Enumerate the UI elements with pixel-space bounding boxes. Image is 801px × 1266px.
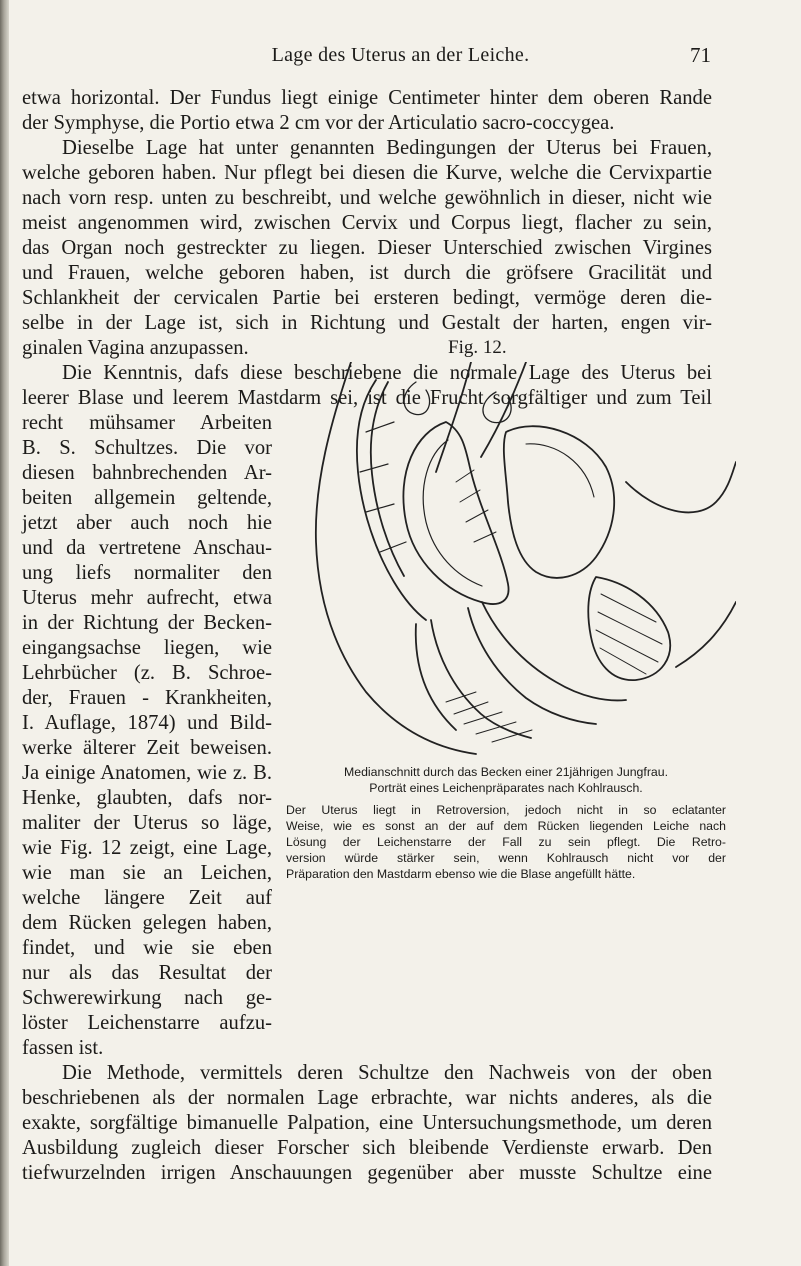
text-line: Dieselbe Lage hat unter genannten Bedingungen der Uterus bei Frauen, [62, 137, 712, 159]
text-line: beschriebenen als der normalen Lage erbrachte, war nichts anderes, als die [22, 1087, 712, 1109]
text-line: maliter der Uterus so läge, [22, 812, 272, 834]
text-line: wie man sie an Leichen, [22, 862, 272, 884]
text-line: exakte, sorgfältige bimanuelle Palpation, eine Untersuchungsmethode, um deren [22, 1112, 712, 1134]
text-line: etwa horizontal. Der Fundus liegt einige Centimeter hinter dem oberen Rande [22, 87, 712, 109]
text-line: Uterus mehr aufrecht, etwa [22, 587, 272, 609]
text-line: das Organ noch gestreckter zu liegen. Dieser Unterschied zwischen Virgines [22, 237, 712, 259]
text-line: selbe in der Lage ist, sich in Richtung und Gestalt der harten, engen vir- [22, 312, 712, 334]
text-line: und da vertretene Anschau- [22, 537, 272, 559]
text-line: ung liefs normaliter den [22, 562, 272, 584]
text-line: nur als das Resultat der [22, 962, 272, 984]
text-line: nach vorn resp. unten zu beschreibt, und welche gewöhnlich in dieser, nicht wie [22, 187, 712, 209]
text-line: löster Leichenstarre aufzu- [22, 1012, 272, 1034]
text-line: wie Fig. 12 zeigt, eine Lage, [22, 837, 272, 859]
figure-caption-line: Der Uterus liegt in Retroversion, jedoch nicht in so eclatanter [286, 803, 726, 817]
text-line: und Frauen, welche geboren haben, ist durch die gröfsere Gracilität und [22, 262, 712, 284]
text-line: Ja einige Anatomen, wie z. B. [22, 762, 272, 784]
figure-label: Fig. 12. [448, 337, 507, 358]
text-line: Lehrbücher (z. B. Schroe- [22, 662, 272, 684]
text-line: beiten allgemein geltende, [22, 487, 272, 509]
text-line: dem Rücken gelegen haben, [22, 912, 272, 934]
pelvis-median-section-illustration [296, 362, 736, 757]
text-line: Schwerewirkung nach ge- [22, 987, 272, 1009]
text-line: eingangsachse liegen, wie [22, 637, 272, 659]
running-head: Lage des Uterus an der Leiche. [271, 44, 530, 66]
text-line: Die Kenntnis, dafs diese beschriebene die normale Lage des Uterus bei [62, 362, 712, 384]
text-line: fassen ist. [22, 1037, 104, 1059]
text-line: der, Frauen - Krankheiten, [22, 687, 272, 709]
text-line: welche geboren haben. Nur pflegt bei diesen die Kurve, welche die Cervixpartie [22, 162, 712, 184]
book-binding-edge [0, 0, 9, 1266]
text-line: jetzt aber auch noch hie [22, 512, 272, 534]
text-line: Schlankheit der cervicalen Partie bei ersteren bedingt, vermöge deren die- [22, 287, 712, 309]
figure-caption-line: Lösung der Leichenstarre der Fall zu sein pflegt. Die Retro- [286, 835, 726, 849]
figure-caption-title: Porträt eines Leichenpräparates nach Kohlrausch. [369, 781, 643, 795]
text-line: diesen bahnbrechenden Ar- [22, 462, 272, 484]
text-line: ginalen Vagina anzupassen. [22, 337, 249, 359]
figure-caption-line: version würde stärker sein, wenn Kohlrausch nicht vor der [286, 851, 726, 865]
page-number: 71 [690, 43, 711, 67]
text-line: recht mühsamer Arbeiten [22, 412, 272, 434]
text-line: findet, und wie sie eben [22, 937, 272, 959]
figure-caption-title: Medianschnitt durch das Becken einer 21jährigen Jungfrau. [343, 765, 669, 779]
text-line: der Symphyse, die Portio etwa 2 cm vor der Articulatio sacro-coccygea. [22, 112, 615, 134]
figure-caption-line: Präparation den Mastdarm ebenso wie die Blase angefüllt hätte. [286, 867, 636, 881]
text-line: Ausbildung zugleich dieser Forscher sich bleibende Verdienste erwarb. Den [22, 1137, 712, 1159]
text-line: meist angenommen wird, zwischen Cervix und Corpus liegt, flacher zu sein, [22, 212, 712, 234]
text-line: welche längere Zeit auf [22, 887, 272, 909]
text-line: Henke, glaubten, dafs nor- [22, 787, 272, 809]
text-line: B. S. Schultzes. Die vor [22, 437, 272, 459]
text-line: tiefwurzelnden irrigen Anschauungen gegenüber aber musste Schultze eine [22, 1162, 712, 1184]
text-line: werke älterer Zeit beweisen. [22, 737, 272, 759]
text-line: I. Auflage, 1874) und Bild- [22, 712, 272, 734]
text-line: Die Methode, vermittels deren Schultze den Nachweis von der oben [62, 1062, 712, 1084]
text-line: leerer Blase und leerem Mastdarm sei, ist die Frucht sorgfältiger und zum Teil [22, 387, 712, 409]
text-line: in der Richtung der Becken- [22, 612, 272, 634]
figure-caption-line: Weise, wie es sonst an der auf dem Rücken liegenden Leiche nach [286, 819, 726, 833]
